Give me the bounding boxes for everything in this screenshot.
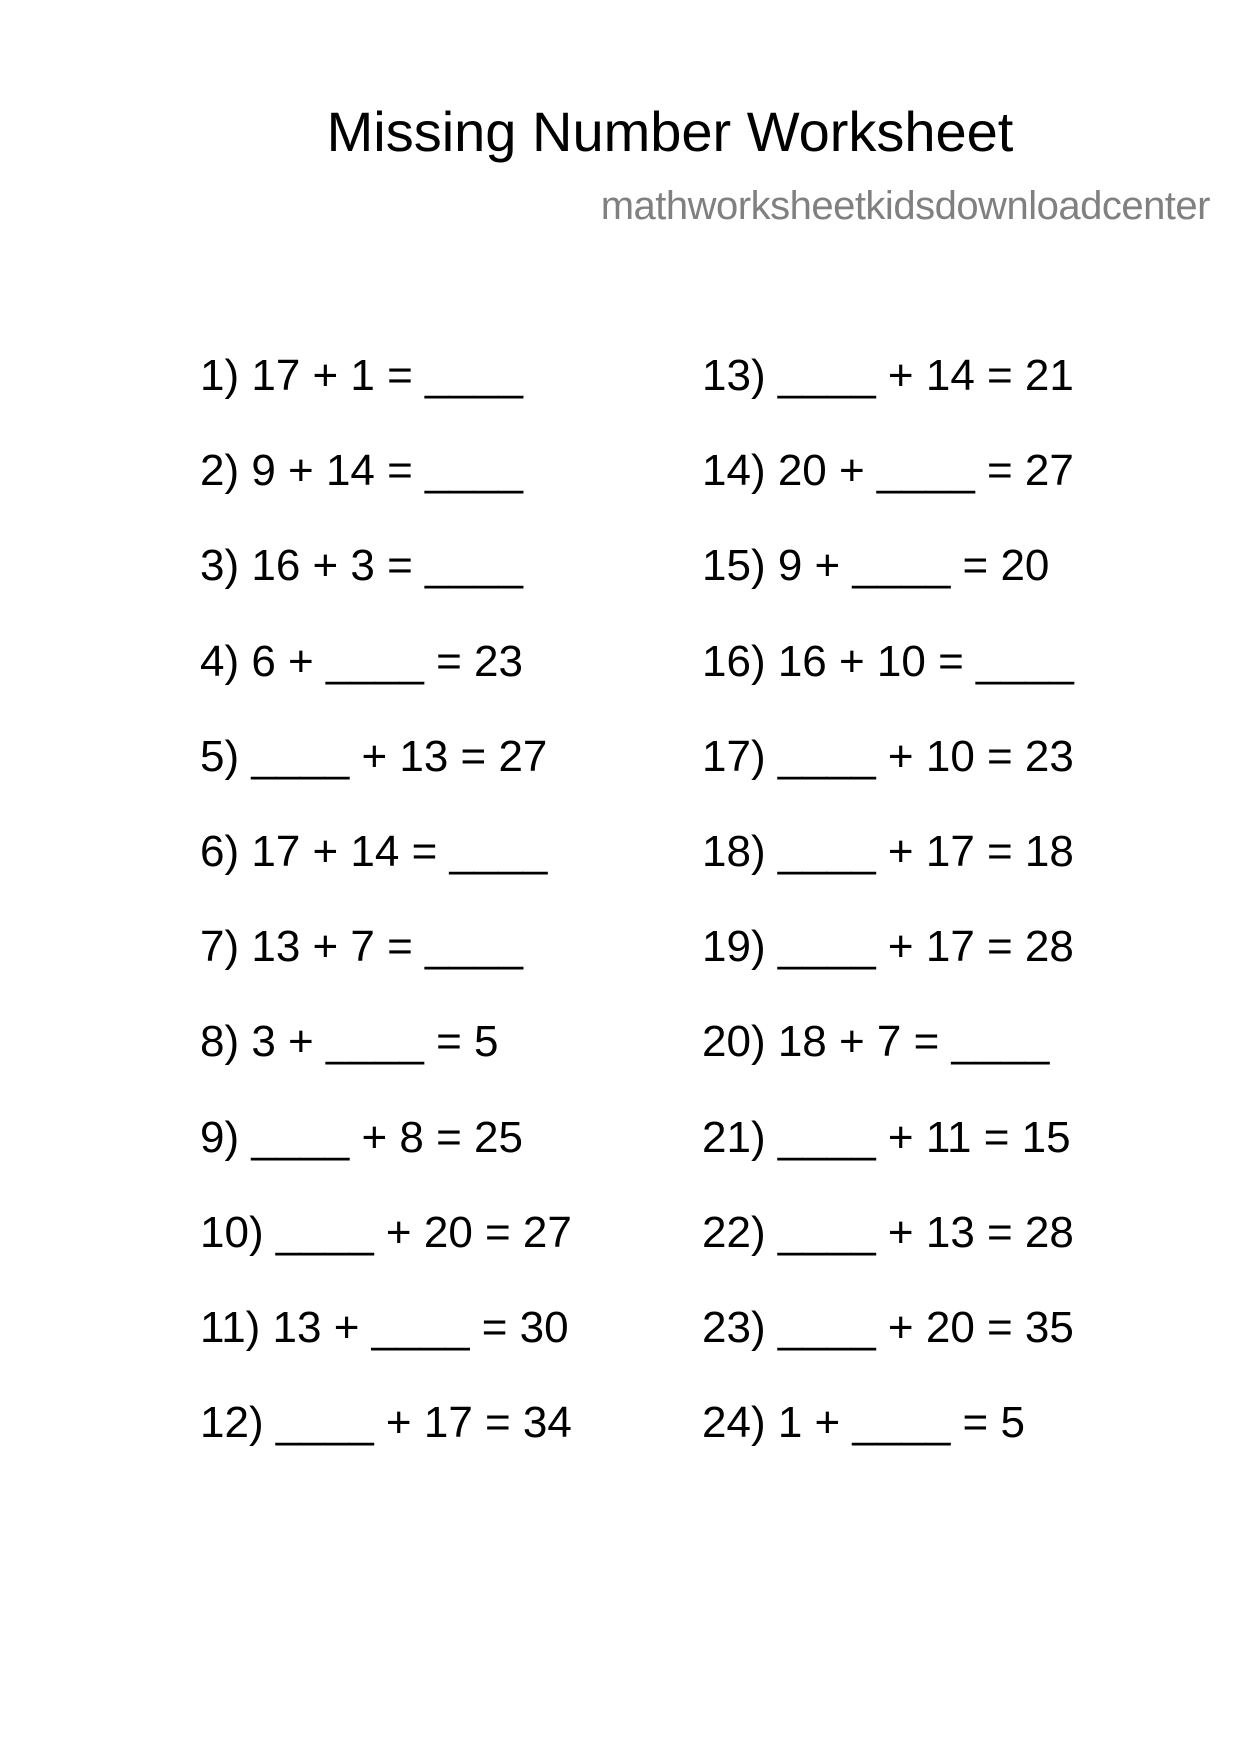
- problem-3: 3) 16 + 3 = ____: [200, 541, 523, 591]
- problem-column-right: [702, 350, 1074, 1492]
- problem-16: 16) 16 + 10 = ____: [702, 636, 1074, 686]
- problem-1: 1) 17 + 1 = ____: [200, 351, 523, 400]
- page-title: Missing Number Worksheet: [326, 100, 1014, 163]
- problem-11: 11) 13 + ____ = 30: [200, 1302, 569, 1352]
- problem-23: 23) ____ + 20 = 35: [702, 1302, 1074, 1352]
- page-subtitle: mathworksheetkidsdownloadcenter: [600, 184, 1210, 228]
- problem-15: 15) 9 + ____ = 20: [702, 541, 1050, 591]
- problem-9: 9) ____ + 8 = 25: [200, 1112, 523, 1162]
- problem-5: 5) ____ + 13 = 27: [200, 731, 548, 781]
- problem-column-left: [200, 350, 572, 1492]
- problem-20: 20) 18 + 7 = ____: [702, 1017, 1050, 1067]
- problem-2: 2) 9 + 14 = ____: [200, 446, 523, 496]
- problem-4: 4) 6 + ____ = 23: [200, 636, 523, 686]
- problem-18: 18) ____ + 17 = 18: [702, 826, 1074, 876]
- problem-24: 24) 1 + ____ = 5: [702, 1398, 1025, 1448]
- problem-13: 13) ____ + 14 = 21: [702, 351, 1074, 400]
- problem-7: 7) 13 + 7 = ____: [200, 922, 523, 972]
- problem-22: 22) ____ + 13 = 28: [702, 1207, 1074, 1257]
- problem-21: 21) ____ + 11 = 15: [702, 1112, 1071, 1162]
- problem-8: 8) 3 + ____ = 5: [200, 1017, 499, 1067]
- problem-17: 17) ____ + 10 = 23: [702, 731, 1074, 781]
- problem-6: 6) 17 + 14 = ____: [200, 826, 548, 876]
- problem-19: 19) ____ + 17 = 28: [702, 922, 1074, 972]
- problem-10: 10) ____ + 20 = 27: [200, 1207, 572, 1257]
- problem-12: 12) ____ + 17 = 34: [200, 1398, 572, 1448]
- problem-14: 14) 20 + ____ = 27: [702, 446, 1074, 496]
